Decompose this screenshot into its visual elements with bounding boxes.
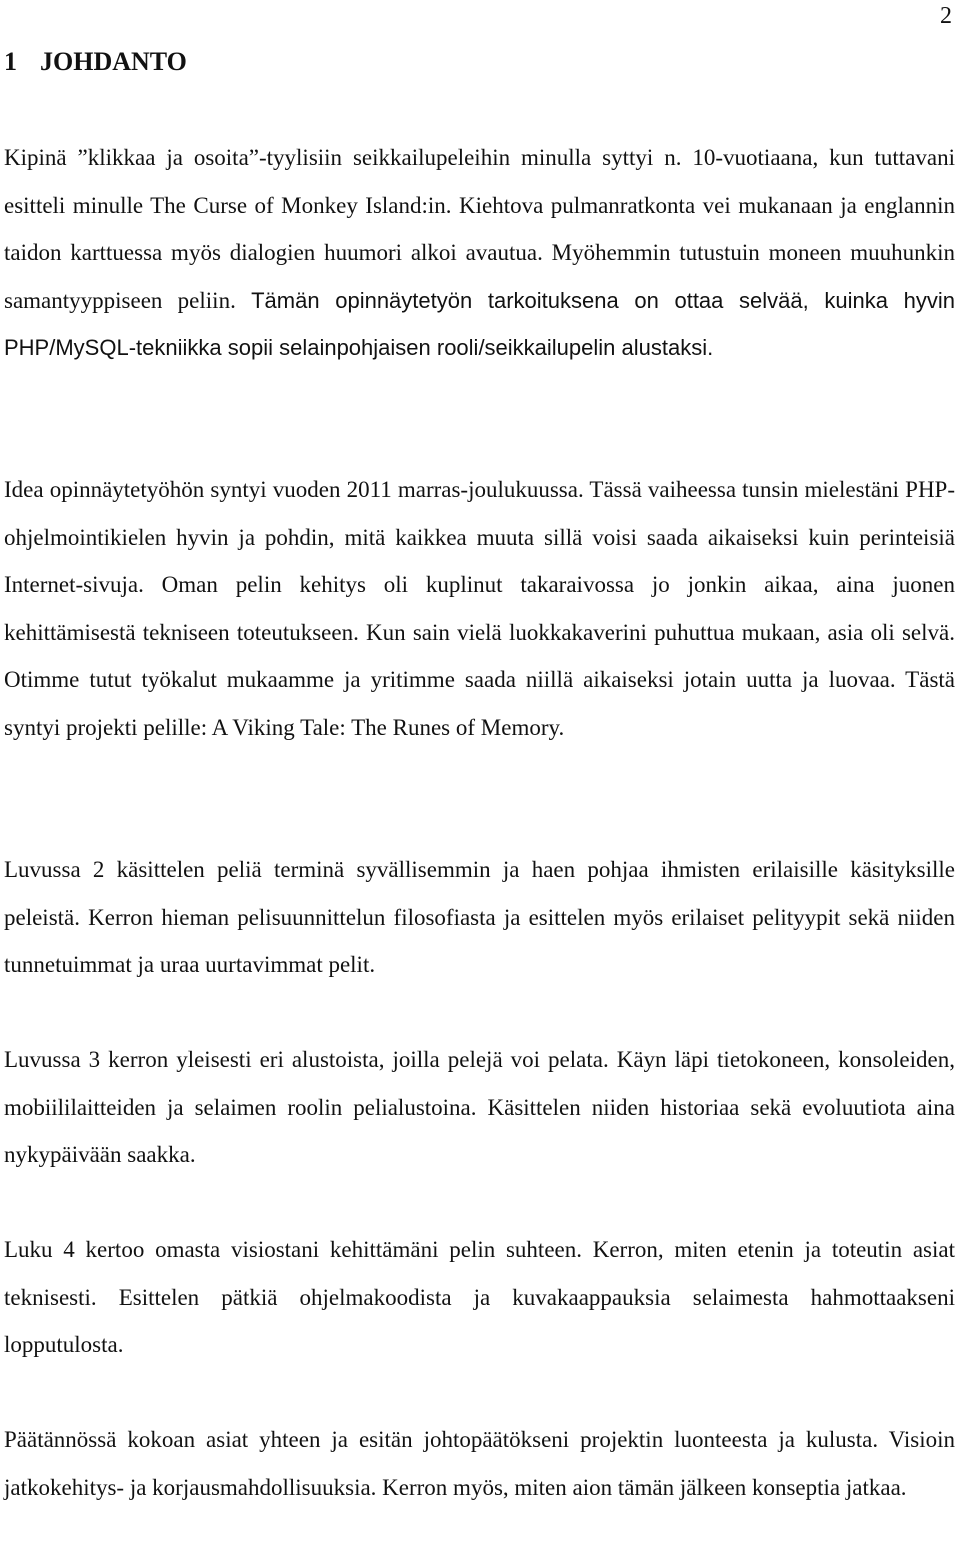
section-number: 1 [4,47,17,76]
intro-paragraph [4,134,955,372]
background-paragraph: Idea opinnäytetyöhön syntyi vuoden 2011 marras-joulukuussa. Tässä vaiheessa tunsin mielestäni PHP-ohjelmointikielen hyvin ja pohdin, mitä kaikkea muuta sillä voisi saada aikaiseksi kuin perinteisiä Internet-sivuja. Oman pelin kehitys oli kuplinut takaraivossa jo jonkin aikaa, aina juonen kehittämisestä tekniseen toteutukseen. Kun sain vielä luokkakaverini puhuttua mukaan, asia oli selvä. Otimme tutut työkalut mukaamme ja yritimme saada niillä aikaiseksi jotain uutta ja luovaa. Tästä syntyi projekti pelille: A Viking Tale: The Runes of Memory. [4,477,955,740]
chapter-4-paragraph: Luku 4 kertoo omasta visiostani kehittämäni pelin suhteen. Kerron, miten etenin ja toteutin asiat teknisesti. Esittelen pätkiä ohjelmakoodista ja kuvakaappauksia selaimesta hahmottaakseni lopputulosta. [4,1237,955,1357]
section-heading [4,44,187,80]
intro-paragraph-part-1: Kipinä ”klikkaa ja osoita”-tyylisiin seikkailupeleihin minulla syttyi n. 10-vuotiaana, kun tuttavani esitteli minulle The Curse of Monkey Island:in. Kiehtova pulmanratkonta vei mukanaan ja englannin taidon karttuessa myös dialogien huumori alkoi avautua. Myöhemmin tutustuin moneen muuhunkin samantyyppiseen peliin. [4,145,955,313]
section-title: JOHDANTO [40,47,187,76]
intro-paragraph-part-2: Tämän opinnäytetyön tarkoituksena on ottaa selvää, kuinka hyvin PHP/MySQL-tekniikka sopii selainpohjaisen rooli/seikkailupelin alustaksi. [4,287,955,360]
conclusion-paragraph: Päätännössä kokoan asiat yhteen ja esitän johtopäätökseni projektin luonteesta ja kulusta. Visioin jatkokehitys- ja korjausmahdollisuuksia. Kerron myös, miten aion tämän jälkeen konseptia jatkaa. [4,1427,955,1500]
chapter-3-paragraph: Luvussa 3 kerron yleisesti eri alustoista, joilla pelejä voi pelata. Käyn läpi tietokoneen, konsoleiden, mobiililaitteiden ja selaimen roolin pelialustoina. Käsittelen niiden historiaa sekä evoluutiota aina nykypäivään saakka. [4,1047,955,1167]
page-number: 2 [940,3,952,29]
chapter-2-paragraph: Luvussa 2 käsittelen peliä terminä syvällisemmin ja haen pohjaa ihmisten erilaisille käsityksille peleistä. Kerron hieman pelisuunnittelun filosofiasta ja esittelen myös erilaiset pelityypit sekä niiden tunnetuimmat ja uraa uurtavimmat pelit. [4,857,955,977]
